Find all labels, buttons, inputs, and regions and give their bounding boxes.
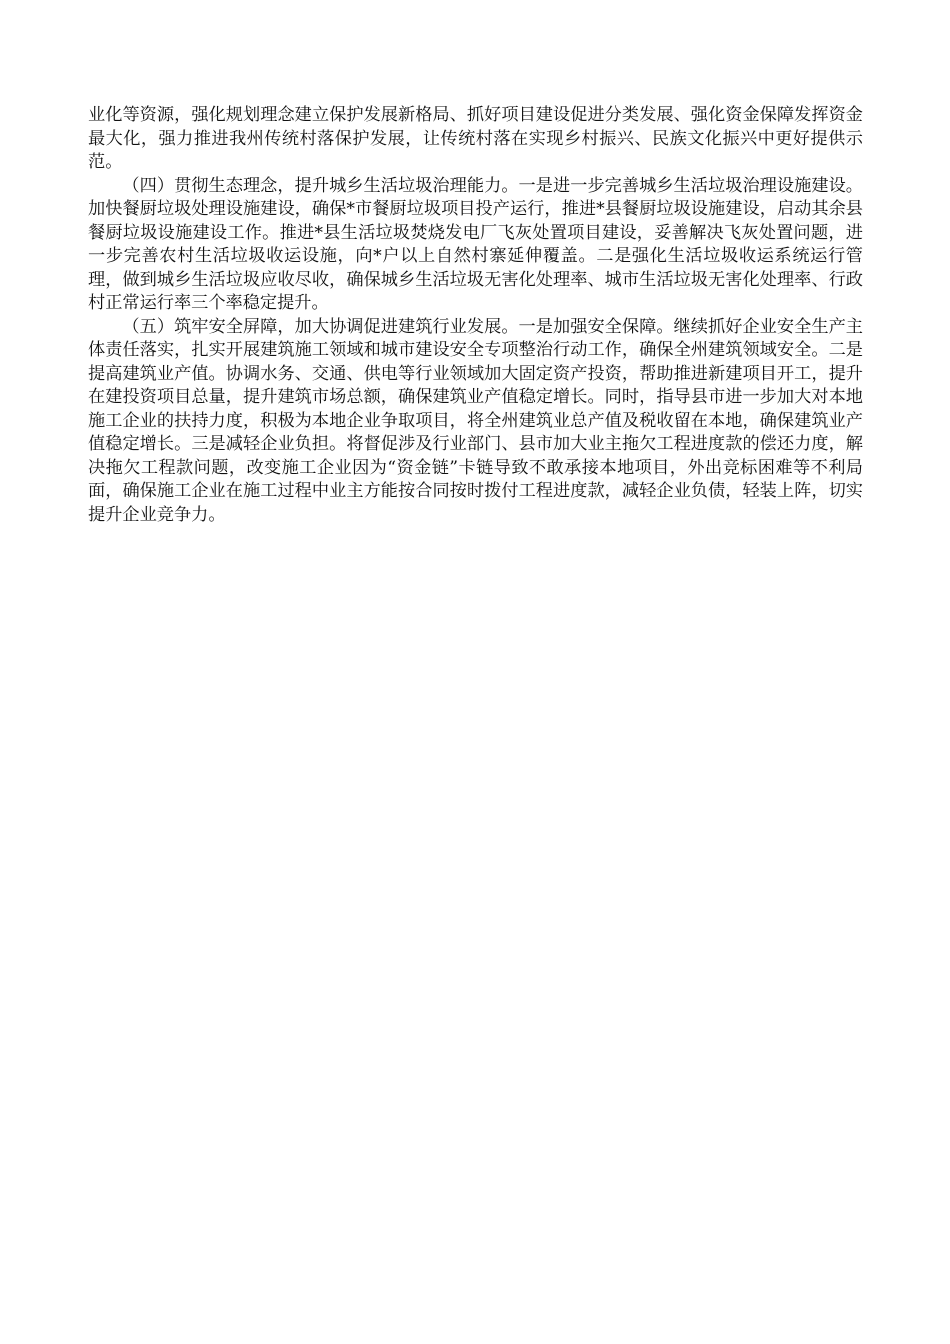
paragraph-section-five: （五）筑牢安全屏障，加大协调促进建筑行业发展。一是加强安全保障。继续抓好企业安全生产主体责任落实，扎实开展建筑施工领域和城市建设安全专项整治行动工作，确保全州建筑领域安全。二是提高建筑业产值。协调水务、交通、供电等行业领域加大固定资产投资，帮助推进新建项目开工，提升在建投资项目总量，提升建筑市场总额，确保建筑业产值稳定增长。同时，指导县市进一步加大对本地施工企业的扶持力度，积极为本地企业争取项目，将全州建筑业总产值及税收留在本地，确保建筑业产值稳定增长。三是减轻企业负担。将督促涉及行业部门、县市加大业主拖欠工程进度款的偿还力度，解决拖欠工程款问题，改变施工企业因为“资金链”卡链导致不敢承接本地项目，外出竞标困难等不利局面，确保施工企业在施工过程中业主方能按合同按时拨付工程进度款，减轻企业负债，轻装上阵，切实提升企业竞争力。	[88, 316, 863, 525]
paragraph-continuation: 业化等资源，强化规划理念建立保护发展新格局、抓好项目建设促进分类发展、强化资金保障发挥资金最大化，强力推进我州传统村落保护发展，让传统村落在实现乡村振兴、民族文化振兴中更好提供示范。	[88, 105, 863, 172]
paragraph-section-four: （四）贯彻生态理念，提升城乡生活垃圾治理能力。一是进一步完善城乡生活垃圾治理设施建设。加快餐厨垃圾处理设施建设，确保*市餐厨垃圾项目投产运行，推进*县餐厨垃圾设施建设，启动其余县餐厨垃圾设施建设工作。推进*县生活垃圾焚烧发电厂飞灰处置项目建设，妥善解决飞灰处置问题，进一步完善农村生活垃圾收运设施，向*户以上自然村寨延伸覆盖。二是强化生活垃圾收运系统运行管理，做到城乡生活垃圾应收尽收，确保城乡生活垃圾无害化处理率、城市生活垃圾无害化处理率、行政村正常运行率三个率稳定提升。	[88, 175, 863, 313]
document-body	[88, 104, 863, 527]
